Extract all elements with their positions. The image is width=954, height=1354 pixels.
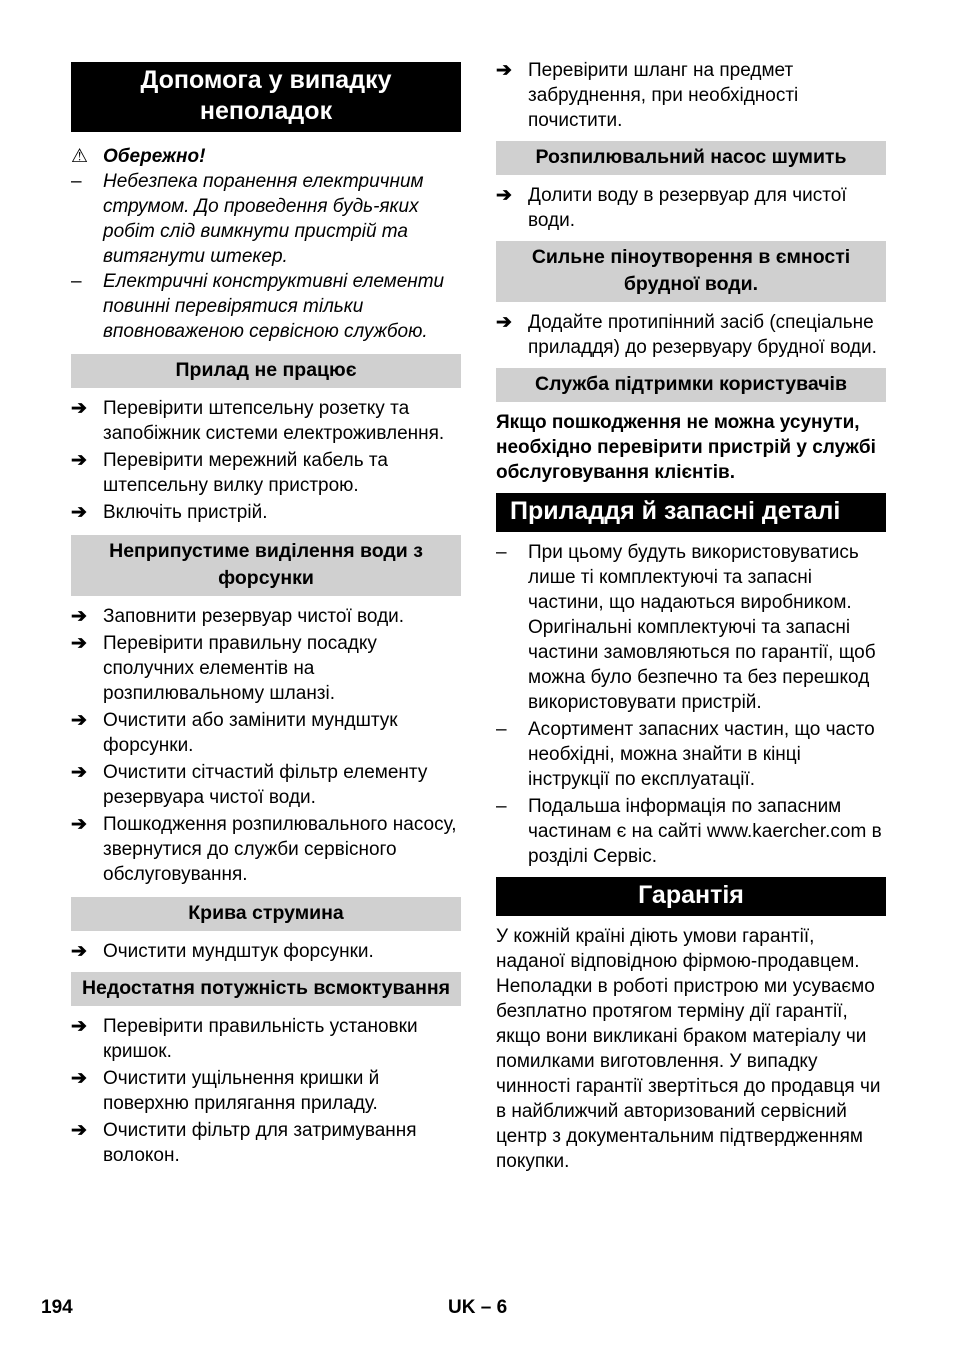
arrow-icon: ➔ [496, 60, 512, 81]
section-heading: Розпилювальний насос шумить [496, 141, 886, 175]
section-heading: Недостатня потужність всмоктування [71, 972, 461, 1006]
list-item: – Асортимент запасних частин, що часто необхідні, можна знайти в кінці інструкції по експлуатації. [496, 719, 875, 790]
section-heading: Сильне піноутворення в ємності брудної води. [496, 241, 886, 302]
list-item: – При цьому будуть використовуватись лише ті комплектуючі та запасні частини, що надаються виробником. Оригінальні комплектуючі та запасні частини замовляються по гарантії, щоб можна було безпечно та без перешкод використовувати пристрій. [496, 542, 876, 713]
list-item: ➔ Очистити ущільнення кришки й поверхню прилягання приладу. [71, 1068, 380, 1114]
left-column [71, 62, 461, 1168]
troubleshooting-heading: Допомога у випадку неполадок [71, 62, 461, 132]
arrow-icon: ➔ [71, 398, 87, 419]
warranty-heading: Гарантія [496, 877, 886, 916]
arrow-icon: ➔ [71, 606, 87, 627]
list-item: ➔ Очистити або замінити мундштук форсунки. [71, 710, 398, 756]
section-heading: Крива струмина [71, 897, 461, 931]
list-item: ➔ Очистити сітчастий фільтр елементу резервуара чистої води. [71, 762, 428, 808]
right-column [496, 58, 886, 1174]
arrow-icon: ➔ [71, 814, 87, 835]
support-heading: Служба підтримки користувачів [496, 368, 886, 402]
section-heading: Неприпустиме виділення води з форсунки [71, 535, 461, 596]
list-item: ➔ Долити воду в резервуар для чистої води. [496, 185, 847, 231]
list-item: ➔ Очистити мундштук форсунки. [71, 941, 374, 962]
list-item: – Електричні конструктивні елементи повинні перевірятися тільки вповноваженою сервісною службою. [71, 271, 445, 342]
list-item: ➔ Перевірити мережний кабель та штепсельну вилку пристрою. [71, 450, 388, 496]
section-heading: Прилад не працює [71, 354, 461, 388]
arrow-icon: ➔ [71, 633, 87, 654]
warning-icon: ⚠ [71, 146, 89, 167]
list-item: ➔ Включіть пристрій. [71, 502, 268, 523]
list-item: ➔ Перевірити шланг на предмет забруднення, при необхідності почистити. [496, 60, 799, 131]
list-item: ➔ Перевірити правильність установки кришок. [71, 1016, 418, 1062]
list-item: ➔ Перевірити штепсельну розетку та запобіжник системи електроживлення. [71, 398, 445, 444]
support-text: Якщо пошкодження не можна усунути, необхідно перевірити пристрій у службі обслуговування клієнтів. [496, 412, 876, 483]
arrow-icon: ➔ [71, 710, 87, 731]
arrow-icon: ➔ [496, 312, 512, 333]
arrow-icon: ➔ [71, 1068, 87, 1089]
page-label: UK – 6 [448, 1297, 508, 1318]
arrow-icon: ➔ [71, 941, 87, 962]
list-item: – Небезпека поранення електричним струмом. До проведення будь-яких робіт слід вимкнути пристрій та витягнути штекер. [71, 171, 424, 267]
list-item: ➔ Пошкодження розпилювального насосу, звернутися до служби сервісного обслуговування. [71, 814, 457, 885]
list-item: ➔ Заповнити резервуар чистої води. [71, 606, 405, 627]
list-item: ➔ Додайте протипінний засіб (спеціальне приладдя) до резервуару брудної води. [496, 312, 877, 358]
caution-label: Обережно! [103, 146, 206, 167]
arrow-icon: ➔ [71, 1016, 87, 1037]
arrow-icon: ➔ [71, 762, 87, 783]
list-item: ➔ Очистити фільтр для затримування волокон. [71, 1120, 417, 1166]
arrow-icon: ➔ [71, 450, 87, 471]
arrow-icon: ➔ [71, 1120, 87, 1141]
list-item: – Подальша інформація по запасним частинам є на сайті www.kaercher.com в розділі Сервіс. [496, 796, 882, 867]
arrow-icon: ➔ [496, 185, 512, 206]
warranty-text: У кожній країні діють умови гарантії, наданої відповідною фірмою-продавцем. Неполадки в роботі пристрою ми усуваємо безплатно протягом терміну дії гарантії, якщо вони викликані браком матеріалу чи помилками виготовлення. У випадку чинності гарантії звертіться до продавця чи в найближчий авторизований сервісний центр з документальним підтвердженням покупки. [496, 926, 881, 1172]
list-item: ➔ Перевірити правильну посадку сполучних елементів на розпилювальному шланзі. [71, 633, 377, 704]
caution-block [71, 144, 461, 344]
page-number: 194 [41, 1297, 73, 1318]
accessories-heading: Приладдя й запасні деталі [496, 493, 886, 532]
arrow-icon: ➔ [71, 502, 87, 523]
